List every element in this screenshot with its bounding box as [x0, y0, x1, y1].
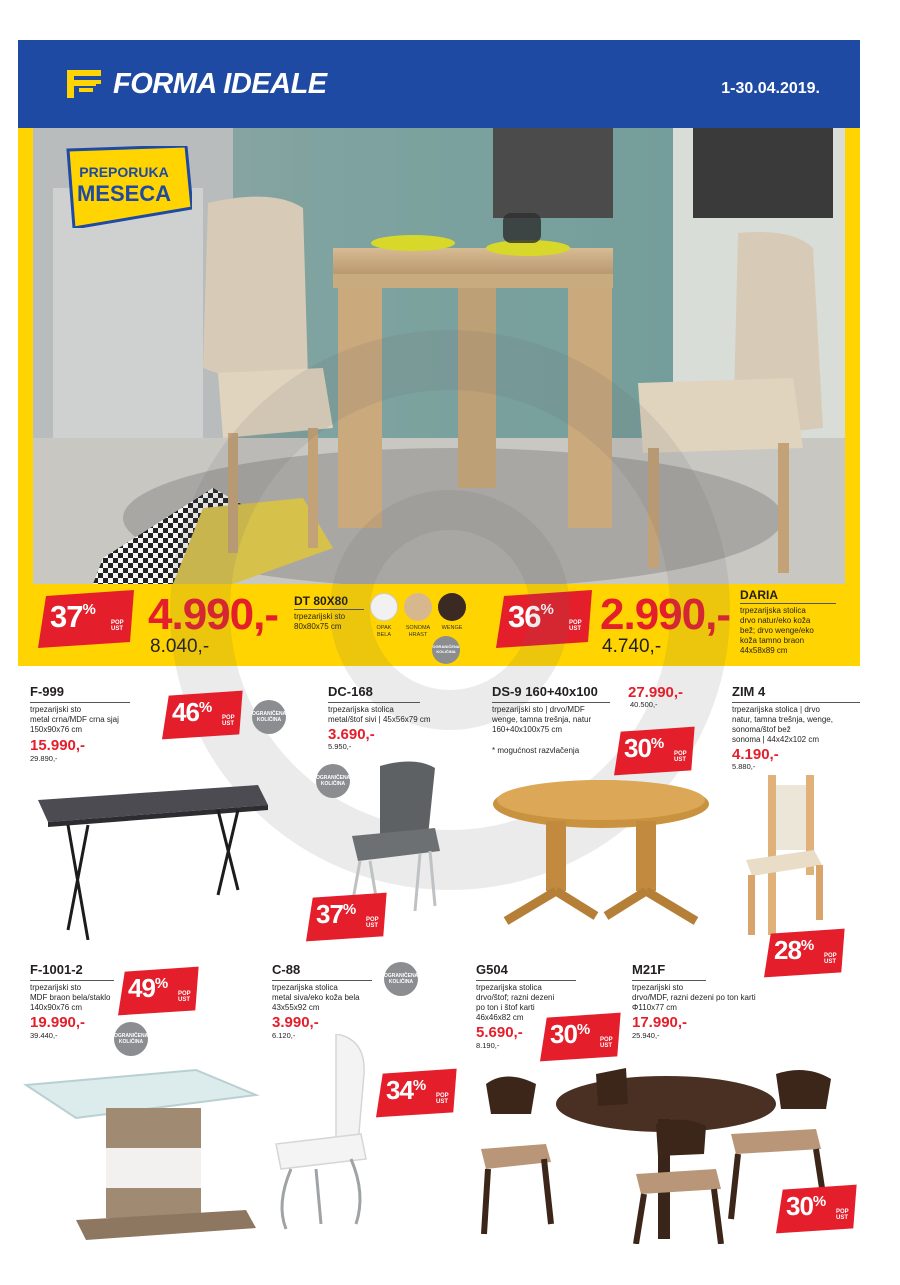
divider: [732, 702, 860, 703]
name-g504: G504: [476, 962, 508, 977]
old-price-dc168: 5.950,-: [328, 742, 352, 751]
old-price-f1001: 39.440,-: [30, 1031, 58, 1040]
popust-label-2: UST: [111, 626, 123, 632]
divider: [492, 702, 610, 703]
percent-sign: %: [82, 601, 95, 618]
swatch-label-wenge: WENGE: [441, 625, 463, 631]
desc-zim4: trpezarijska stolica | drvo natur, tamna trešnja, wenge, sonoma/štof bež sonoma | 44x42x102 cm: [732, 705, 833, 744]
product-image-zim4-chair: [738, 770, 838, 940]
price-daria: 2.990,-: [600, 590, 730, 639]
swatch-sonoma-hrast: [404, 593, 432, 621]
limited-quantity-badge-dc168: OGRANIČENA KOLIČINA: [316, 764, 350, 798]
popust-label-1: POP: [569, 620, 582, 626]
name-dc168: DC-168: [328, 684, 373, 699]
desc-g504: trpezarijska stolica drvo/štof; razni dezeni po ton i štof karti 46x46x82 cm: [476, 983, 555, 1022]
desc-ds9: trpezarijski sto | drvo/MDF wenge, tamna trešnja, natur 160+40x100x75 cm: [492, 705, 592, 734]
discount-badge-dc168: 37% POP UST: [306, 892, 390, 942]
swatch-wenge: [438, 593, 466, 621]
discount-badge-ds9: 30% POP UST: [614, 726, 698, 776]
divider: [476, 980, 576, 981]
old-price-dt80: 8.040,-: [150, 636, 210, 657]
price-dc168: 3.690,-: [328, 726, 375, 743]
desc-f1001: trpezarijski sto MDF braon bela/staklo 140x90x76 cm: [30, 983, 111, 1012]
product-image-c88-chair: [266, 1034, 376, 1234]
desc-line: 80x80x75 cm: [294, 622, 342, 631]
desc-m21f: trpezarijski sto drvo/MDF, razni dezeni po ton karti Φ110x77 cm: [632, 983, 756, 1012]
swatch-opak-bela: [370, 593, 398, 621]
badge-line-1: PREPORUKA: [79, 164, 169, 180]
price-f999: 15.990,-: [30, 737, 86, 754]
desc-dc168: trpezarijska stolica metal/štof sivi | 45x56x79 cm: [328, 705, 431, 724]
price-c88: 3.990,-: [272, 1014, 319, 1031]
limited-quantity-badge-dt80: OGRANIČENA KOLIČINA: [432, 636, 460, 664]
old-price-zim4: 5.880,-: [732, 762, 756, 771]
popust-label-1: POP: [111, 620, 124, 626]
name-daria: DARIA: [740, 588, 778, 602]
discount-badge-m21f: 30% POP UST: [776, 1184, 860, 1234]
old-price-daria: 4.740,-: [602, 636, 662, 657]
name-dt80: DT 80X80: [294, 594, 349, 608]
recommendation-badge: [56, 146, 192, 228]
popust-label-2: UST: [569, 626, 581, 632]
desc-dt80: [294, 612, 345, 632]
badge-line-2: MESECA: [76, 181, 172, 206]
discount-badge-daria: [496, 590, 596, 648]
limited-quantity-badge-f999: OGRANIČENA KOLIČINA: [252, 700, 286, 734]
divider: [30, 980, 114, 981]
offer-date: 1-30.04.2019.: [721, 80, 820, 97]
divider: [328, 702, 420, 703]
percent-sign: %: [540, 601, 553, 618]
desc-daria: trpezarijska stolica drvo natur/eko koža bež; drvo wenge/eko koža tamno braon 44x58x89 cm: [740, 606, 814, 655]
name-zim4: ZIM 4: [732, 684, 766, 699]
divider: [632, 980, 706, 981]
old-price-ds9: 40.500,-: [630, 700, 658, 709]
price-ds9: 27.990,-: [628, 684, 684, 701]
note-ds9: * mogućnost razvlačenja: [492, 746, 580, 755]
name-f999: F-999: [30, 684, 64, 699]
discount-badge-f1001: 49% POP UST: [118, 966, 202, 1016]
old-price-g504: 8.190,-: [476, 1041, 500, 1050]
desc-c88: trpezarijska stolica metal siva/eko koža bela 43x55x92 cm: [272, 983, 360, 1012]
discount-value: 37: [50, 599, 83, 634]
limited-quantity-badge-c88: OGRANIČENA KOLIČINA: [384, 962, 418, 996]
price-f1001: 19.990,-: [30, 1014, 86, 1031]
discount-value: 36: [508, 599, 541, 634]
discount-badge-dt80: [38, 590, 138, 648]
divider: [272, 980, 372, 981]
name-c88: C-88: [272, 962, 301, 977]
limited-quantity-badge-f1001: OGRANIČENA KOLIČINA: [114, 1022, 148, 1056]
divider: [294, 609, 364, 610]
name-m21f: M21F: [632, 962, 666, 977]
price-dt80: 4.990,-: [148, 590, 278, 639]
discount-badge-zim4: 28% POP UST: [764, 928, 848, 978]
swatch-label-sonoma-hrast: SONOMA HRAST: [405, 625, 431, 638]
old-price-f999: 29.890,-: [30, 754, 58, 763]
product-image-ds9-table: [486, 776, 716, 926]
discount-badge-g504: 30% POP UST: [540, 1012, 624, 1062]
brand-name: FORMA IDEALE: [113, 68, 327, 100]
hero-section: [18, 128, 860, 666]
divider: [740, 603, 836, 604]
price-zim4: 4.190,-: [732, 746, 779, 763]
product-image-f1001-table: [16, 1060, 266, 1240]
name-f1001: F-1001-2: [30, 962, 83, 977]
discount-badge-f999: 46% POP UST: [162, 690, 246, 740]
discount-badge-c88: 34% POP UST: [376, 1068, 460, 1118]
desc-f999: trpezarijski sto metal crna/MDF crna sjaj 150x90x76 cm: [30, 705, 119, 734]
product-image-f999-table: [28, 780, 278, 940]
header-bar: [18, 40, 860, 128]
desc-line: trpezarijski sto: [294, 612, 346, 621]
forma-ideale-logo-icon: [65, 66, 105, 102]
price-g504: 5.690,-: [476, 1024, 523, 1041]
old-price-c88: 6.120,-: [272, 1031, 296, 1040]
price-m21f: 17.990,-: [632, 1014, 688, 1031]
name-ds9: DS-9 160+40x100: [492, 684, 598, 699]
divider: [30, 702, 130, 703]
old-price-m21f: 25.940,-: [632, 1031, 660, 1040]
swatch-label-opak-bela: OPAK BELA: [376, 625, 392, 638]
